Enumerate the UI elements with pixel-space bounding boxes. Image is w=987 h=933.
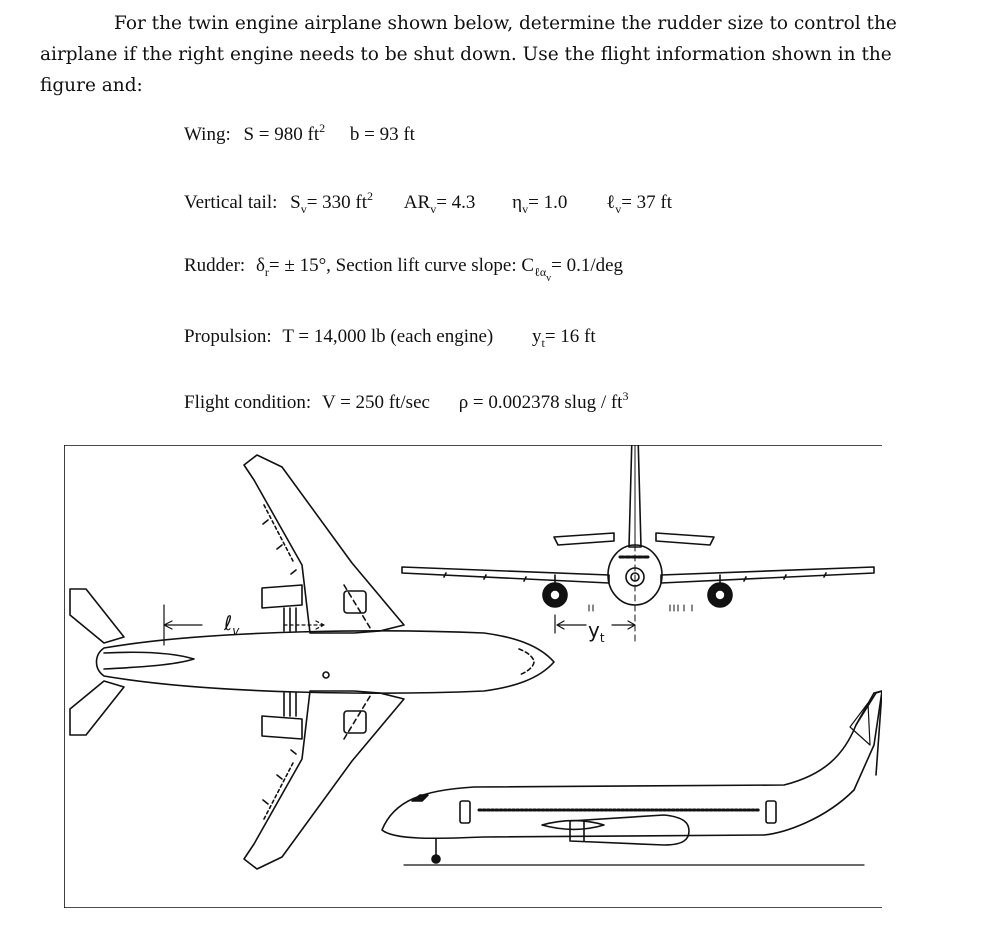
side-view-airplane — [382, 691, 882, 865]
side-view-engine — [570, 815, 689, 845]
top-view-upper-wing — [244, 455, 404, 633]
yt-dimension-label: $y_t$ — [588, 618, 605, 645]
side-view-fuselage — [382, 691, 882, 838]
problem-line-1: For the twin engine airplane shown below, determine the rudder size to control the — [114, 13, 897, 34]
problem-statement — [40, 8, 940, 101]
top-view-lower-wing — [244, 691, 404, 869]
top-view-airplane — [70, 455, 554, 869]
top-view-upper-stabilizer — [70, 589, 124, 643]
lv-dimension-label: ℓ$_v$ — [224, 611, 240, 638]
top-view-lower-stabilizer — [70, 681, 124, 735]
yt-dimension — [555, 455, 635, 645]
vertical-tail-spec: Vertical tail: Sv= 330 ft2 ARv= 4.3 ηv= 1.0 ℓv= 37 ft — [184, 189, 673, 216]
airplane-three-view-figure — [64, 445, 882, 908]
wing-spec: Wing: S = 980 ft2 b = 93 ft — [184, 121, 415, 145]
front-view-airplane — [402, 445, 874, 645]
problem-line-3: figure and: — [40, 75, 143, 96]
propulsion-spec: Propulsion: T = 14,000 lb (each engine) yt= 16 ft — [184, 326, 596, 350]
figure-frame — [64, 445, 882, 908]
lv-dimension — [164, 605, 324, 645]
top-view-fuselage — [97, 631, 555, 693]
problem-line-2: airplane if the right engine needs to be shut down. Use the flight information shown in the — [40, 44, 892, 65]
flight-condition-spec: Flight condition: V = 250 ft/sec ρ = 0.002378 slug / ft3 — [184, 389, 629, 413]
rudder-spec: Rudder: δr= ± 15°, Section lift curve slope: Cℓαv= 0.1/deg — [184, 255, 624, 284]
